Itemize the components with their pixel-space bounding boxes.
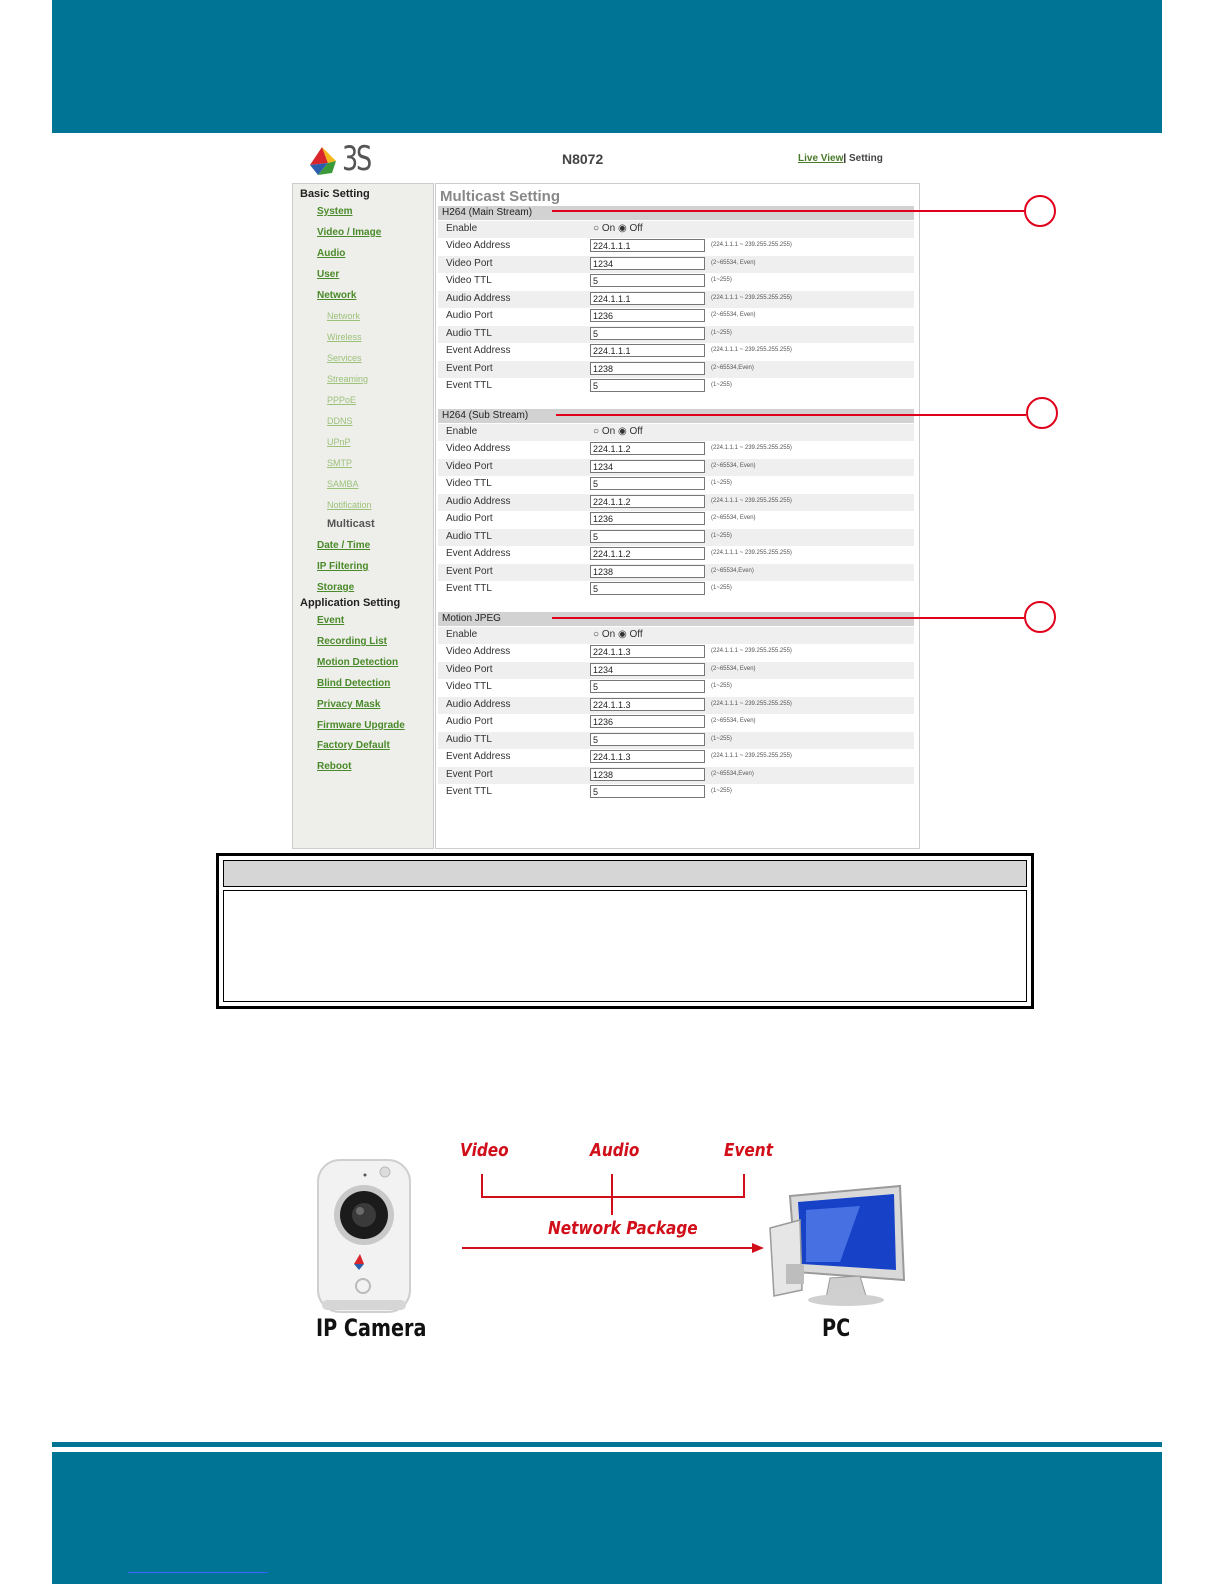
- basic-setting-heading: Basic Setting: [300, 188, 370, 200]
- radio-off-label: Off: [629, 426, 643, 437]
- enable-label: Enable: [446, 629, 478, 640]
- section-header: H264 (Sub Stream): [438, 409, 914, 423]
- sidebar-sub-ddns[interactable]: DDNS: [327, 416, 353, 426]
- radio-on-label: On: [601, 223, 616, 234]
- field-range-hint: (1~255): [711, 382, 732, 388]
- field-range-hint: (224.1.1.1 ~ 239.255.255.255): [711, 294, 792, 301]
- sidebar-item-video-image[interactable]: Video / Image: [317, 227, 382, 238]
- section-header: H264 (Main Stream): [438, 206, 914, 220]
- field-input[interactable]: 224.1.1.2: [590, 442, 705, 455]
- application-setting-heading: Application Setting: [300, 597, 401, 609]
- field-input[interactable]: 224.1.1.3: [590, 698, 705, 711]
- field-label: Audio Address: [446, 495, 511, 507]
- field-range-hint: (2~65534, Even): [711, 665, 756, 672]
- field-label: Event Address: [446, 751, 511, 762]
- field-input[interactable]: 5: [590, 530, 705, 543]
- radio-on[interactable]: ○: [593, 629, 600, 640]
- field-label: Audio TTL: [446, 530, 492, 542]
- field-range-hint: (1~255): [711, 683, 732, 689]
- field-label: Video Address: [446, 443, 511, 454]
- field-input[interactable]: 224.1.1.2: [590, 495, 705, 508]
- field-input[interactable]: 1236: [590, 715, 705, 728]
- field-input[interactable]: 224.1.1.1: [590, 292, 705, 305]
- field-label: Video Address: [446, 240, 511, 251]
- field-range-hint: (1~255): [711, 788, 732, 794]
- field-label: Video Port: [446, 460, 493, 472]
- field-range-hint: (1~255): [711, 329, 732, 336]
- field-input[interactable]: 5: [590, 582, 705, 595]
- sidebar-item-firmware-upgrade[interactable]: Firmware Upgrade: [317, 720, 405, 731]
- page-title: Multicast Setting: [440, 188, 561, 205]
- field-label: Video Port: [446, 663, 493, 675]
- field-range-hint: (224.1.1.1 ~ 239.255.255.255): [711, 497, 792, 504]
- audio-label: Audio: [590, 1140, 640, 1161]
- field-range-hint: (2~65534,Even): [711, 770, 754, 777]
- field-input[interactable]: 224.1.1.3: [590, 750, 705, 763]
- sidebar-item-blind-detection[interactable]: Blind Detection: [317, 678, 391, 689]
- field-input[interactable]: 1234: [590, 663, 705, 676]
- sidebar-item-factory-default[interactable]: Factory Default: [317, 740, 390, 751]
- field-label: Event Port: [446, 565, 493, 577]
- sidebar-item-network[interactable]: Network: [317, 290, 357, 301]
- sidebar-item-privacy-mask[interactable]: Privacy Mask: [317, 699, 381, 710]
- sidebar-sub-pppoe[interactable]: PPPoE: [327, 395, 357, 405]
- field-input[interactable]: 1234: [590, 257, 705, 270]
- field-range-hint: (224.1.1.1 ~ 239.255.255.255): [711, 753, 792, 759]
- field-input[interactable]: 5: [590, 274, 705, 287]
- field-label: Audio Address: [446, 292, 511, 304]
- sidebar-item-ip-filtering[interactable]: IP Filtering: [317, 561, 369, 572]
- footer-link[interactable]: [128, 1558, 268, 1573]
- field-label: Video TTL: [446, 681, 492, 692]
- field-range-hint: (224.1.1.1 ~ 239.255.255.255): [711, 648, 792, 654]
- event-label: Event: [724, 1140, 774, 1161]
- field-label: Audio Address: [446, 698, 511, 710]
- pc-label: PC: [822, 1314, 851, 1342]
- field-label: Event TTL: [446, 786, 492, 797]
- radio-off[interactable]: ◉: [617, 426, 627, 437]
- field-input[interactable]: 1234: [590, 460, 705, 473]
- field-label: Event Port: [446, 768, 493, 780]
- field-input[interactable]: 1238: [590, 768, 705, 781]
- radio-on[interactable]: ○: [593, 223, 600, 234]
- field-label: Event Port: [446, 362, 493, 374]
- field-range-hint: (1~255): [711, 532, 732, 539]
- sidebar-sub-network[interactable]: Network: [327, 311, 361, 321]
- field-input[interactable]: 224.1.1.1: [590, 239, 705, 252]
- radio-off-label: Off: [629, 223, 643, 234]
- field-label: Audio Port: [446, 513, 493, 524]
- field-input[interactable]: 1236: [590, 309, 705, 322]
- field-range-hint: (224.1.1.1 ~ 239.255.255.255): [711, 550, 792, 556]
- sidebar-item-storage[interactable]: Storage: [317, 582, 355, 593]
- sidebar-item-recording-list[interactable]: Recording List: [317, 636, 388, 647]
- network-package-label: Network Package: [548, 1218, 698, 1239]
- field-input[interactable]: 224.1.1.2: [590, 547, 705, 560]
- radio-off[interactable]: ◉: [617, 223, 627, 234]
- enable-label: Enable: [446, 426, 478, 437]
- field-input[interactable]: 1236: [590, 512, 705, 525]
- setting-link[interactable]: Setting: [849, 153, 883, 164]
- footer-rule: [52, 1442, 1162, 1447]
- sidebar-sub-streaming[interactable]: Streaming: [327, 374, 369, 384]
- arrow-head: [752, 1243, 764, 1253]
- field-input[interactable]: 224.1.1.1: [590, 344, 705, 357]
- sidebar-sub-samba[interactable]: SAMBA: [327, 479, 359, 489]
- ip-camera-label: IP Camera: [316, 1314, 427, 1342]
- live-view-link[interactable]: Live View: [798, 153, 844, 164]
- field-input[interactable]: 5: [590, 785, 705, 798]
- field-label: Video TTL: [446, 478, 492, 489]
- field-range-hint: (2~65534,Even): [711, 567, 754, 574]
- field-label: Audio Port: [446, 310, 493, 321]
- sidebar-sub-services[interactable]: Services: [327, 353, 362, 363]
- field-range-hint: (1~255): [711, 480, 732, 486]
- sidebar-item-date-time[interactable]: Date / Time: [317, 540, 371, 551]
- field-range-hint: (2~65534, Even): [711, 259, 756, 266]
- field-input[interactable]: 1238: [590, 362, 705, 375]
- field-label: Audio Port: [446, 716, 493, 727]
- field-range-hint: (1~255): [711, 585, 732, 591]
- field-range-hint: (2~65534, Even): [711, 718, 756, 724]
- sidebar-sub-wireless[interactable]: Wireless: [327, 332, 362, 342]
- field-label: Audio TTL: [446, 733, 492, 745]
- sidebar-item-audio[interactable]: Audio: [317, 248, 346, 259]
- section-header: Motion JPEG: [438, 612, 914, 626]
- field-input[interactable]: 5: [590, 680, 705, 693]
- radio-on-label: On: [601, 629, 616, 640]
- field-label: Event Address: [446, 548, 511, 559]
- field-input[interactable]: 5: [590, 477, 705, 490]
- field-range-hint: (224.1.1.1 ~ 239.255.255.255): [711, 347, 792, 353]
- sidebar-sub-smtp[interactable]: SMTP: [327, 458, 353, 468]
- link-separator: |: [843, 153, 847, 164]
- radio-on[interactable]: ○: [593, 426, 600, 437]
- field-label: Video TTL: [446, 275, 492, 286]
- sidebar-item-reboot[interactable]: Reboot: [317, 761, 352, 772]
- field-range-hint: (224.1.1.1 ~ 239.255.255.255): [711, 700, 792, 707]
- pc-icon: [770, 1186, 904, 1306]
- logo-text: 3S: [342, 139, 370, 179]
- field-range-hint: (224.1.1.1 ~ 239.255.255.255): [711, 242, 792, 248]
- sidebar-sub-notification[interactable]: Notification: [327, 500, 372, 510]
- sidebar-item-motion-detection[interactable]: Motion Detection: [317, 657, 399, 668]
- field-input[interactable]: 5: [590, 733, 705, 746]
- radio-on-label: On: [601, 426, 616, 437]
- field-range-hint: (1~255): [711, 735, 732, 742]
- sidebar-item-system[interactable]: System: [317, 206, 353, 217]
- field-range-hint: (224.1.1.1 ~ 239.255.255.255): [711, 445, 792, 451]
- model-name: N8072: [562, 151, 604, 167]
- field-input[interactable]: 5: [590, 327, 705, 340]
- field-label: Video Address: [446, 646, 511, 657]
- field-range-hint: (2~65534, Even): [711, 515, 756, 521]
- ip-camera-icon: [318, 1160, 410, 1312]
- field-range-hint: (2~65534,Even): [711, 364, 754, 371]
- field-label: Event TTL: [446, 380, 492, 391]
- enable-label: Enable: [446, 223, 478, 234]
- field-input[interactable]: 5: [590, 379, 705, 392]
- sidebar-sub-upnp[interactable]: UPnP: [327, 437, 351, 447]
- field-label: Event TTL: [446, 583, 492, 594]
- sidebar-sub-multicast[interactable]: Multicast: [327, 518, 375, 530]
- video-label: Video: [460, 1140, 509, 1161]
- field-label: Video Port: [446, 257, 493, 269]
- radio-off-label: Off: [629, 629, 643, 640]
- field-input[interactable]: 1238: [590, 565, 705, 578]
- field-range-hint: (2~65534, Even): [711, 462, 756, 469]
- sidebar-item-user[interactable]: User: [317, 269, 340, 280]
- field-range-hint: (2~65534, Even): [711, 312, 756, 318]
- field-label: Event Address: [446, 345, 511, 356]
- field-label: Audio TTL: [446, 327, 492, 339]
- sidebar-item-event[interactable]: Event: [317, 615, 345, 626]
- radio-off[interactable]: ◉: [617, 629, 627, 640]
- field-range-hint: (1~255): [711, 277, 732, 283]
- field-input[interactable]: 224.1.1.3: [590, 645, 705, 658]
